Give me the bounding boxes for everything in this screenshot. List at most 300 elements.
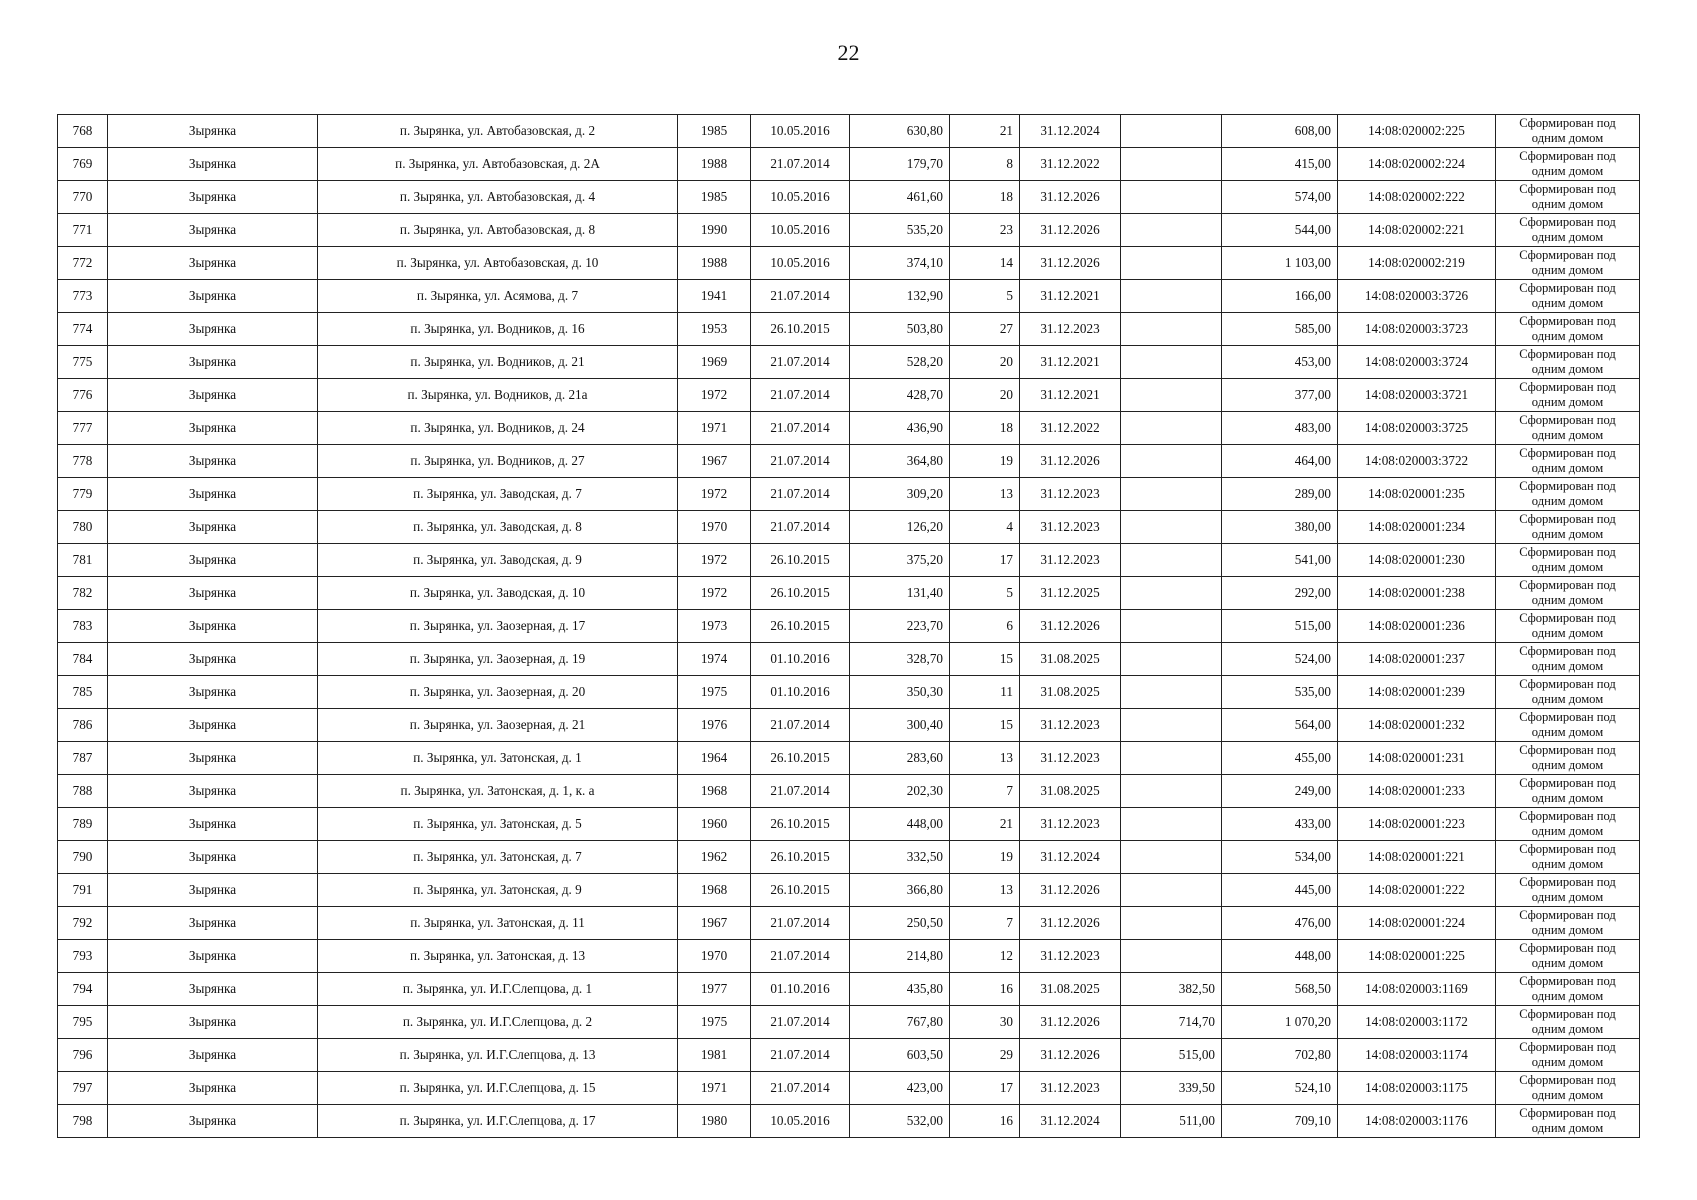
cadastral-number-cell: 14:08:020002:222 [1338,181,1496,214]
date-cell: 21.07.2014 [751,346,850,379]
area-cell: 202,30 [850,775,950,808]
land-area-cell: 702,80 [1222,1039,1338,1072]
date-cell: 26.10.2015 [751,577,850,610]
area-cell: 532,00 [850,1105,950,1138]
date-cell: 26.10.2015 [751,544,850,577]
cadastral-number-cell: 14:08:020003:1176 [1338,1105,1496,1138]
table-row [58,478,1640,511]
registry-body [58,115,1640,1138]
count-cell: 14 [950,247,1020,280]
area-cell: 436,90 [850,412,950,445]
settlement-cell: Зырянка [108,313,318,346]
land-area-cell: 453,00 [1222,346,1338,379]
land-area-cell: 445,00 [1222,874,1338,907]
cadastral-number-cell: 14:08:020003:3726 [1338,280,1496,313]
date-cell: 10.05.2016 [751,214,850,247]
address-cell: п. Зырянка, ул. И.Г.Слепцова, д. 2 [318,1006,678,1039]
settlement-cell: Зырянка [108,280,318,313]
table-row [58,511,1640,544]
cadastral-number-cell: 14:08:020002:219 [1338,247,1496,280]
cadastral-number-cell: 14:08:020001:221 [1338,841,1496,874]
deadline-date-cell: 31.12.2023 [1020,1072,1121,1105]
land-area-cell: 292,00 [1222,577,1338,610]
settlement-cell: Зырянка [108,1039,318,1072]
area-cell: 309,20 [850,478,950,511]
cadastral-number-cell: 14:08:020001:223 [1338,808,1496,841]
row-number-cell: 784 [58,643,108,676]
status-cell: Сформирован под одним домом [1496,577,1640,610]
deadline-date-cell: 31.12.2021 [1020,346,1121,379]
address-cell: п. Зырянка, ул. Заозерная, д. 17 [318,610,678,643]
settlement-cell: Зырянка [108,214,318,247]
year-built-cell: 1985 [678,181,751,214]
address-cell: п. Зырянка, ул. Автобазовская, д. 2А [318,148,678,181]
deadline-date-cell: 31.12.2023 [1020,742,1121,775]
area-cell: 603,50 [850,1039,950,1072]
table-row [58,742,1640,775]
year-built-cell: 1972 [678,379,751,412]
land-area-cell: 564,00 [1222,709,1338,742]
extra-area-cell [1121,643,1222,676]
area-cell: 630,80 [850,115,950,148]
count-cell: 30 [950,1006,1020,1039]
count-cell: 29 [950,1039,1020,1072]
status-cell: Сформирован под одним домом [1496,973,1640,1006]
deadline-date-cell: 31.12.2026 [1020,214,1121,247]
status-cell: Сформирован под одним домом [1496,841,1640,874]
cadastral-number-cell: 14:08:020001:234 [1338,511,1496,544]
extra-area-cell: 511,00 [1121,1105,1222,1138]
cadastral-number-cell: 14:08:020001:224 [1338,907,1496,940]
cadastral-number-cell: 14:08:020001:239 [1338,676,1496,709]
cadastral-number-cell: 14:08:020003:3723 [1338,313,1496,346]
date-cell: 26.10.2015 [751,742,850,775]
count-cell: 12 [950,940,1020,973]
date-cell: 10.05.2016 [751,181,850,214]
count-cell: 20 [950,346,1020,379]
table-row [58,1105,1640,1138]
status-cell: Сформирован под одним домом [1496,709,1640,742]
table-row [58,148,1640,181]
land-area-cell: 608,00 [1222,115,1338,148]
count-cell: 19 [950,841,1020,874]
extra-area-cell [1121,115,1222,148]
cadastral-number-cell: 14:08:020001:222 [1338,874,1496,907]
settlement-cell: Зырянка [108,940,318,973]
row-number-cell: 786 [58,709,108,742]
year-built-cell: 1962 [678,841,751,874]
status-cell: Сформирован под одним домом [1496,313,1640,346]
settlement-cell: Зырянка [108,973,318,1006]
extra-area-cell [1121,511,1222,544]
row-number-cell: 769 [58,148,108,181]
row-number-cell: 772 [58,247,108,280]
settlement-cell: Зырянка [108,544,318,577]
address-cell: п. Зырянка, ул. Асямова, д. 7 [318,280,678,313]
extra-area-cell [1121,544,1222,577]
row-number-cell: 785 [58,676,108,709]
land-area-cell: 574,00 [1222,181,1338,214]
status-cell: Сформирован под одним домом [1496,280,1640,313]
year-built-cell: 1980 [678,1105,751,1138]
settlement-cell: Зырянка [108,577,318,610]
year-built-cell: 1941 [678,280,751,313]
address-cell: п. Зырянка, ул. Затонская, д. 1, к. а [318,775,678,808]
land-area-cell: 524,00 [1222,643,1338,676]
land-area-cell: 377,00 [1222,379,1338,412]
extra-area-cell [1121,676,1222,709]
table-row [58,643,1640,676]
extra-area-cell [1121,709,1222,742]
date-cell: 26.10.2015 [751,313,850,346]
row-number-cell: 783 [58,610,108,643]
year-built-cell: 1976 [678,709,751,742]
settlement-cell: Зырянка [108,445,318,478]
address-cell: п. Зырянка, ул. Заозерная, д. 19 [318,643,678,676]
status-cell: Сформирован под одним домом [1496,775,1640,808]
table-row [58,280,1640,313]
row-number-cell: 788 [58,775,108,808]
row-number-cell: 790 [58,841,108,874]
count-cell: 5 [950,280,1020,313]
status-cell: Сформирован под одним домом [1496,478,1640,511]
table-row [58,841,1640,874]
status-cell: Сформирован под одним домом [1496,676,1640,709]
row-number-cell: 787 [58,742,108,775]
settlement-cell: Зырянка [108,808,318,841]
date-cell: 01.10.2016 [751,676,850,709]
table-row [58,610,1640,643]
extra-area-cell: 515,00 [1121,1039,1222,1072]
housing-registry-table [57,114,1640,1138]
count-cell: 16 [950,973,1020,1006]
settlement-cell: Зырянка [108,709,318,742]
count-cell: 13 [950,742,1020,775]
year-built-cell: 1977 [678,973,751,1006]
land-area-cell: 380,00 [1222,511,1338,544]
land-area-cell: 455,00 [1222,742,1338,775]
address-cell: п. Зырянка, ул. И.Г.Слепцова, д. 1 [318,973,678,1006]
area-cell: 214,80 [850,940,950,973]
year-built-cell: 1973 [678,610,751,643]
date-cell: 21.07.2014 [751,412,850,445]
row-number-cell: 778 [58,445,108,478]
year-built-cell: 1990 [678,214,751,247]
settlement-cell: Зырянка [108,775,318,808]
row-number-cell: 776 [58,379,108,412]
status-cell: Сформирован под одним домом [1496,247,1640,280]
row-number-cell: 768 [58,115,108,148]
land-area-cell: 433,00 [1222,808,1338,841]
count-cell: 18 [950,181,1020,214]
status-cell: Сформирован под одним домом [1496,214,1640,247]
table-row [58,346,1640,379]
status-cell: Сформирован под одним домом [1496,379,1640,412]
year-built-cell: 1985 [678,115,751,148]
deadline-date-cell: 31.12.2026 [1020,181,1121,214]
address-cell: п. Зырянка, ул. Автобазовская, д. 4 [318,181,678,214]
address-cell: п. Зырянка, ул. Заводская, д. 7 [318,478,678,511]
extra-area-cell: 382,50 [1121,973,1222,1006]
cadastral-number-cell: 14:08:020001:231 [1338,742,1496,775]
year-built-cell: 1968 [678,874,751,907]
area-cell: 448,00 [850,808,950,841]
extra-area-cell [1121,313,1222,346]
table-row [58,1072,1640,1105]
extra-area-cell [1121,181,1222,214]
status-cell: Сформирован под одним домом [1496,115,1640,148]
date-cell: 26.10.2015 [751,808,850,841]
year-built-cell: 1974 [678,643,751,676]
address-cell: п. Зырянка, ул. Водников, д. 21а [318,379,678,412]
count-cell: 15 [950,643,1020,676]
address-cell: п. Зырянка, ул. Водников, д. 21 [318,346,678,379]
table-row [58,907,1640,940]
address-cell: п. Зырянка, ул. Водников, д. 27 [318,445,678,478]
settlement-cell: Зырянка [108,511,318,544]
area-cell: 328,70 [850,643,950,676]
count-cell: 4 [950,511,1020,544]
cadastral-number-cell: 14:08:020001:232 [1338,709,1496,742]
row-number-cell: 775 [58,346,108,379]
extra-area-cell [1121,280,1222,313]
cadastral-number-cell: 14:08:020001:236 [1338,610,1496,643]
count-cell: 13 [950,478,1020,511]
count-cell: 7 [950,907,1020,940]
status-cell: Сформирован под одним домом [1496,1105,1640,1138]
extra-area-cell: 339,50 [1121,1072,1222,1105]
status-cell: Сформирован под одним домом [1496,1039,1640,1072]
page-number: 22 [837,40,860,65]
land-area-cell: 415,00 [1222,148,1338,181]
cadastral-number-cell: 14:08:020003:3722 [1338,445,1496,478]
extra-area-cell [1121,478,1222,511]
cadastral-number-cell: 14:08:020001:230 [1338,544,1496,577]
row-number-cell: 791 [58,874,108,907]
status-cell: Сформирован под одним домом [1496,181,1640,214]
land-area-cell: 585,00 [1222,313,1338,346]
cadastral-number-cell: 14:08:020003:3721 [1338,379,1496,412]
area-cell: 300,40 [850,709,950,742]
settlement-cell: Зырянка [108,643,318,676]
status-cell: Сформирован под одним домом [1496,808,1640,841]
row-number-cell: 794 [58,973,108,1006]
count-cell: 5 [950,577,1020,610]
date-cell: 10.05.2016 [751,247,850,280]
date-cell: 26.10.2015 [751,610,850,643]
table-row [58,775,1640,808]
count-cell: 8 [950,148,1020,181]
settlement-cell: Зырянка [108,874,318,907]
year-built-cell: 1953 [678,313,751,346]
year-built-cell: 1960 [678,808,751,841]
cadastral-number-cell: 14:08:020002:225 [1338,115,1496,148]
deadline-date-cell: 31.12.2023 [1020,511,1121,544]
table-row [58,676,1640,709]
year-built-cell: 1969 [678,346,751,379]
address-cell: п. Зырянка, ул. Автобазовская, д. 10 [318,247,678,280]
address-cell: п. Зырянка, ул. И.Г.Слепцова, д. 15 [318,1072,678,1105]
date-cell: 21.07.2014 [751,511,850,544]
year-built-cell: 1964 [678,742,751,775]
row-number-cell: 795 [58,1006,108,1039]
row-number-cell: 770 [58,181,108,214]
extra-area-cell [1121,247,1222,280]
date-cell: 21.07.2014 [751,907,850,940]
land-area-cell: 524,10 [1222,1072,1338,1105]
status-cell: Сформирован под одним домом [1496,874,1640,907]
row-number-cell: 793 [58,940,108,973]
deadline-date-cell: 31.12.2024 [1020,841,1121,874]
table-row [58,1039,1640,1072]
cadastral-number-cell: 14:08:020001:233 [1338,775,1496,808]
area-cell: 179,70 [850,148,950,181]
cadastral-number-cell: 14:08:020003:3724 [1338,346,1496,379]
date-cell: 01.10.2016 [751,643,850,676]
year-built-cell: 1967 [678,445,751,478]
date-cell: 10.05.2016 [751,115,850,148]
year-built-cell: 1971 [678,412,751,445]
table-row [58,577,1640,610]
area-cell: 223,70 [850,610,950,643]
date-cell: 21.07.2014 [751,709,850,742]
extra-area-cell [1121,742,1222,775]
cadastral-number-cell: 14:08:020001:238 [1338,577,1496,610]
area-cell: 364,80 [850,445,950,478]
row-number-cell: 797 [58,1072,108,1105]
date-cell: 21.07.2014 [751,775,850,808]
date-cell: 10.05.2016 [751,1105,850,1138]
settlement-cell: Зырянка [108,742,318,775]
area-cell: 423,00 [850,1072,950,1105]
status-cell: Сформирован под одним домом [1496,445,1640,478]
row-number-cell: 796 [58,1039,108,1072]
year-built-cell: 1988 [678,148,751,181]
settlement-cell: Зырянка [108,676,318,709]
extra-area-cell [1121,214,1222,247]
cadastral-number-cell: 14:08:020003:3725 [1338,412,1496,445]
cadastral-number-cell: 14:08:020003:1172 [1338,1006,1496,1039]
count-cell: 21 [950,115,1020,148]
settlement-cell: Зырянка [108,346,318,379]
area-cell: 131,40 [850,577,950,610]
row-number-cell: 782 [58,577,108,610]
cadastral-number-cell: 14:08:020001:235 [1338,478,1496,511]
settlement-cell: Зырянка [108,841,318,874]
deadline-date-cell: 31.12.2026 [1020,1006,1121,1039]
area-cell: 126,20 [850,511,950,544]
count-cell: 21 [950,808,1020,841]
deadline-date-cell: 31.12.2024 [1020,115,1121,148]
address-cell: п. Зырянка, ул. И.Г.Слепцова, д. 13 [318,1039,678,1072]
deadline-date-cell: 31.08.2025 [1020,643,1121,676]
area-cell: 250,50 [850,907,950,940]
address-cell: п. Зырянка, ул. Заводская, д. 10 [318,577,678,610]
extra-area-cell [1121,775,1222,808]
extra-area-cell [1121,940,1222,973]
address-cell: п. Зырянка, ул. Затонская, д. 7 [318,841,678,874]
address-cell: п. Зырянка, ул. Автобазовская, д. 8 [318,214,678,247]
cadastral-number-cell: 14:08:020002:224 [1338,148,1496,181]
extra-area-cell: 714,70 [1121,1006,1222,1039]
extra-area-cell [1121,907,1222,940]
date-cell: 21.07.2014 [751,379,850,412]
settlement-cell: Зырянка [108,907,318,940]
count-cell: 20 [950,379,1020,412]
deadline-date-cell: 31.12.2026 [1020,874,1121,907]
deadline-date-cell: 31.08.2025 [1020,973,1121,1006]
date-cell: 21.07.2014 [751,1072,850,1105]
status-cell: Сформирован под одним домом [1496,940,1640,973]
table-row [58,313,1640,346]
extra-area-cell [1121,874,1222,907]
area-cell: 366,80 [850,874,950,907]
status-cell: Сформирован под одним домом [1496,907,1640,940]
table-row [58,445,1640,478]
date-cell: 26.10.2015 [751,841,850,874]
row-number-cell: 798 [58,1105,108,1138]
land-area-cell: 448,00 [1222,940,1338,973]
address-cell: п. Зырянка, ул. Водников, д. 16 [318,313,678,346]
count-cell: 13 [950,874,1020,907]
deadline-date-cell: 31.12.2022 [1020,412,1121,445]
count-cell: 18 [950,412,1020,445]
extra-area-cell [1121,412,1222,445]
area-cell: 435,80 [850,973,950,1006]
count-cell: 11 [950,676,1020,709]
address-cell: п. Зырянка, ул. Затонская, д. 9 [318,874,678,907]
extra-area-cell [1121,346,1222,379]
address-cell: п. Зырянка, ул. И.Г.Слепцова, д. 17 [318,1105,678,1138]
land-area-cell: 476,00 [1222,907,1338,940]
settlement-cell: Зырянка [108,247,318,280]
land-area-cell: 709,10 [1222,1105,1338,1138]
status-cell: Сформирован под одним домом [1496,346,1640,379]
cadastral-number-cell: 14:08:020001:225 [1338,940,1496,973]
year-built-cell: 1971 [678,1072,751,1105]
deadline-date-cell: 31.12.2023 [1020,478,1121,511]
deadline-date-cell: 31.12.2026 [1020,1039,1121,1072]
cadastral-number-cell: 14:08:020003:1174 [1338,1039,1496,1072]
address-cell: п. Зырянка, ул. Затонская, д. 13 [318,940,678,973]
settlement-cell: Зырянка [108,181,318,214]
settlement-cell: Зырянка [108,1072,318,1105]
area-cell: 461,60 [850,181,950,214]
deadline-date-cell: 31.12.2026 [1020,247,1121,280]
deadline-date-cell: 31.12.2024 [1020,1105,1121,1138]
settlement-cell: Зырянка [108,379,318,412]
row-number-cell: 780 [58,511,108,544]
date-cell: 01.10.2016 [751,973,850,1006]
deadline-date-cell: 31.12.2026 [1020,610,1121,643]
count-cell: 17 [950,1072,1020,1105]
year-built-cell: 1972 [678,544,751,577]
deadline-date-cell: 31.12.2023 [1020,313,1121,346]
row-number-cell: 779 [58,478,108,511]
year-built-cell: 1970 [678,511,751,544]
table-row [58,214,1640,247]
date-cell: 21.07.2014 [751,280,850,313]
deadline-date-cell: 31.08.2025 [1020,676,1121,709]
deadline-date-cell: 31.12.2023 [1020,709,1121,742]
area-cell: 535,20 [850,214,950,247]
land-area-cell: 541,00 [1222,544,1338,577]
settlement-cell: Зырянка [108,115,318,148]
row-number-cell: 792 [58,907,108,940]
count-cell: 16 [950,1105,1020,1138]
land-area-cell: 1 070,20 [1222,1006,1338,1039]
date-cell: 21.07.2014 [751,478,850,511]
